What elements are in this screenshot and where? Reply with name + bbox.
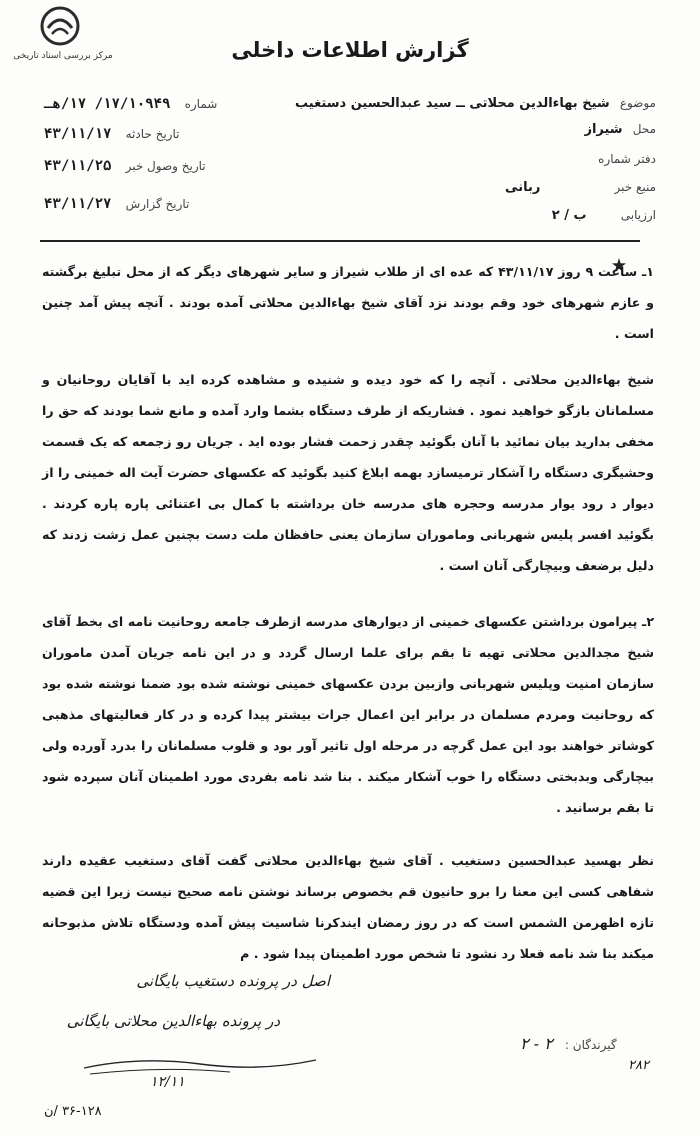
meta-received-date: تاریخ وصول خبر ۴۳/۱۱/۲۵ xyxy=(44,158,206,174)
meta-event-date: تاریخ حادثه ۴۳/۱۱/۱۷ xyxy=(44,126,180,142)
archive-logo xyxy=(8,6,118,72)
meta-report-date: تاریخ گزارش ۴۳/۱۱/۲۷ xyxy=(44,196,190,212)
meta-office: دفتر شماره xyxy=(598,152,656,166)
document-title: گزارش اطلاعات داخلی xyxy=(231,38,469,62)
header-divider xyxy=(40,240,640,242)
body-paragraph-2: شیخ بهاءالدین محلاتی . آنچه را که خود دیده و شنیده و مشاهده کرده اید با آقایان روحانیان و مسلمانان بازگو خواهید نمود . فشاریکه از طرف دستگاه بشما وارد آمده و مانع شما بودند که حق را مخفی بدارید بیان نمائید با آنان بگوئید چقدر زحمت فشار بوده اید . جریان رو زجمعه که یک قسمت وحشیگری دستگاه را آشکار ترمیسازد بهمه ابلاغ کنید بگوئید که عکسهای حضرت آیت اله خمینی را از دیوار د رود یوار مدرسه وحجره های مدرسه خان برداشته با کمال بی اعتنائی پاره پاره کردند . بگوئید افسر پلیس شهربانی وماموران سازمان یعنی حافظان ملت دست بچنین عمل زشت زدند که دلیل برضعف وبیچارگی آنان است . xyxy=(42,372,654,573)
recipients: گیرندگان : ۲ - ۲ xyxy=(520,1034,617,1053)
body-paragraph-4: نظر بهسید عبدالحسین دستغیب . آقای شیخ بهاءالدین محلاتی گفت آقای دستغیب عقیده دارند شفاهی کسی این معنا را برو حانیون قم بخصوص برساند نوشتن نامه صحیح نیست زیرا این قضیه تازه اظهرمن الشمس است که در روز رمضان ایندکرنا شاسیت پیش آمده ودستگاه تلاش مذبوحانه میکند بنا شد نامه فعلا رد نشود تا شخص مورد اطمینان پیدا شود . م xyxy=(42,853,654,961)
meta-subject: موضوع شیخ بهاءالدین محلاتی ــ سید عبدالحسین دستغیب xyxy=(295,96,656,111)
handwritten-note-2: در پرونده بهاءالدین محلاتی بایگانی xyxy=(66,1012,280,1030)
meta-grade: ارزیابی ب / ۲ xyxy=(551,208,656,223)
meta-source: منبع خبر ربانی xyxy=(505,180,656,195)
file-code: ۳۶-۱۲۸ /ن xyxy=(44,1104,102,1119)
meta-place: محل شیراز xyxy=(584,122,656,137)
archive-seal-icon xyxy=(40,6,80,46)
body-paragraph-3: ۲ـ پیرامون برداشتن عکسهای خمینی از دیوارهای مدرسه ازطرف جامعه روحانیت نامه ای بخط آقای شیخ مجدالدین محلاتی تهیه تا بقم برای علما ارسال گردد و در این نامه جریان آمدن ماموران سازمان امنیت وپلیس شهربانی وازبین بردن عکسهای خمینی نوشته شده بود ضمنا نوشته شده بود که روحانیت ومردم مسلمان در برابر این اعمال جرات بیشتر پیدا کرده و در کار فعالیتهای مذهبی کوشاتر خواهند بود این عمل گرچه در مرحله اول تاثیر آور بود و قلوب مسلمانان را بدرد آورده ولی بیچارگی وبدبختی دستگاه را خوب آشکار میکند . بنا شد نامه بفردی مورد اطمینان آنان سپرده شود تا بقم برسانید . xyxy=(42,614,654,815)
meta-number: شماره ۱۷/۱۰۹۴۹/ ۱۷/هـ xyxy=(44,96,218,112)
archive-caption: مرکز بررسی اسناد تاریخی xyxy=(13,51,113,61)
recipients-sub: ۲۸۲ xyxy=(628,1058,649,1073)
body-paragraph-1: ۱ـ ساعت ۹ روز ۴۳/۱۱/۱۷ که عده ای از طلاب شیراز و سایر شهرهای دیگر که از محل تبلیغ برگشته و عازم شهرهای خود وقم بودند نزد آقای شیخ بهاءالدین محلاتی آمده بودند . آنچه پیش آمد چنین است . xyxy=(42,264,654,341)
date-mark: ۱۲/۱۱ xyxy=(150,1074,185,1090)
handwritten-note-1: اصل در پرونده دستغیب بایگانی xyxy=(136,972,330,990)
handwritten-scribble xyxy=(80,1050,320,1080)
